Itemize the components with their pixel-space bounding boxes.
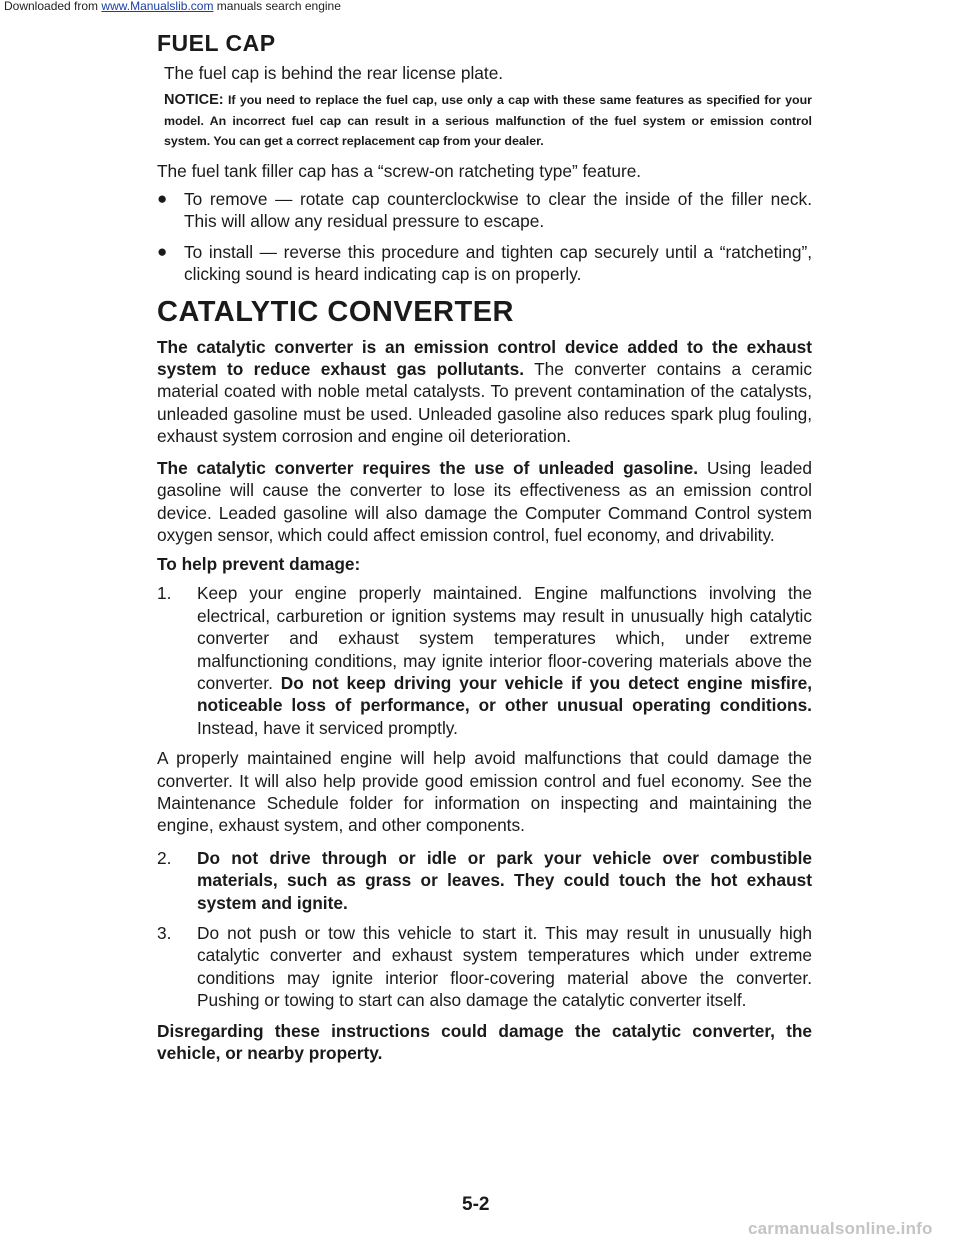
converter-p2-rest: Using leaded gasoline will cause the converter to lose its effectiveness as an emission control device. Leaded gasoline will also damage the Computer Command Control system oxygen sensor, which could affect emission control, fuel economy, and drivability.: [157, 457, 812, 545]
item-number: 1.: [157, 583, 172, 604]
manualslib-link[interactable]: www.Manualslib.com: [101, 0, 214, 13]
list-item: [157, 582, 812, 739]
bullet-icon: ●: [157, 189, 168, 209]
bullet-icon: ●: [157, 241, 168, 261]
converter-p1-bold: The catalytic converter is an emission control device added to the exhaust system to reduce exhaust gas pollutants.: [157, 336, 812, 380]
item1-text: Keep your engine properly maintained. Engine malfunctions involving the electrical, carburetion or ignition systems may result in unusually high catalytic converter and exhaust system temperatures which, under extreme malfunctioning conditions, may ignite interior floor-covering materials above the converter.: [197, 583, 812, 693]
fuel-cap-bullets: [157, 188, 812, 286]
notice-text: If you need to replace the fuel cap, use only a cap with these same features as specified for your model. An incorrect fuel cap can result in a serious malfunction of the fuel system or emission control system. You can get a correct replacement cap from your dealer.: [164, 93, 812, 149]
bullet-install-text: To install — reverse this procedure and tighten cap securely until a “ratcheting”, clicking sound is heard indicating cap is on properly.: [184, 241, 812, 285]
bullet-remove-text: To remove — rotate cap counterclockwise to clear the inside of the filler neck. This will allow any residual pressure to escape.: [184, 189, 812, 232]
fuel-cap-heading: FUEL CAP: [157, 30, 276, 56]
prevent-damage-subheading: To help prevent damage:: [157, 554, 361, 575]
page-number: 5-2: [462, 1194, 490, 1215]
list-item: [157, 241, 812, 286]
notice-label: NOTICE:: [164, 92, 224, 109]
fuel-cap-intro: The fuel cap is behind the rear license plate.: [164, 63, 504, 83]
item3-text: Do not push or tow this vehicle to start it. This may result in unusually high catalytic converter and exhaust system temperatures which under extreme conditions may ignite interior floor-covering material above the converter. Pushing or towing to start can also damage the catalytic converter itself.: [197, 923, 812, 1011]
converter-paragraph-2: [157, 457, 812, 547]
watermark-suffix: manuals search engine: [216, 0, 341, 13]
carmanuals-watermark: carmanualsonline.info: [748, 1219, 933, 1238]
download-watermark: [4, 0, 341, 13]
list-item: [157, 922, 812, 1012]
item-number: 3.: [157, 923, 172, 943]
converter-paragraph-1: [157, 336, 812, 448]
item-number: 2.: [157, 847, 172, 868]
list-item: [157, 847, 812, 914]
item1-bold: Do not keep driving your vehicle if you detect engine misfire, noticeable loss of performance, or other unusual operating conditions.: [197, 672, 812, 716]
prevent-damage-list-2: [157, 847, 812, 1012]
fuel-cap-notice: [164, 90, 812, 151]
page-content: [157, 28, 812, 1064]
item1-tail: Instead, have it serviced promptly.: [197, 717, 458, 738]
converter-p2-bold: The catalytic converter requires the use of unleaded gasoline.: [157, 457, 699, 478]
maintenance-paragraph: A properly maintained engine will help avoid malfunctions that could damage the converter. It will also help provide good emission control and fuel economy. See the Maintenance Schedule folder for information on inspecting and maintaining the engine, exhaust system, and other components.: [157, 748, 812, 836]
closing-warning: Disregarding these instructions could damage the catalytic converter, the vehicle, or nearby property.: [157, 1020, 812, 1064]
watermark-prefix: Downloaded from: [4, 0, 99, 13]
item2-text: Do not drive through or idle or park your vehicle over combustible materials, such as grass or leaves. They could touch the hot exhaust system and ignite.: [197, 847, 812, 913]
fuel-cap-feature: The fuel tank filler cap has a “screw-on ratcheting type” feature.: [157, 160, 642, 181]
list-item: [157, 188, 812, 233]
prevent-damage-list-1: [157, 582, 812, 739]
catalytic-converter-heading: CATALYTIC CONVERTER: [157, 295, 514, 328]
converter-p1-rest: The converter contains a ceramic material coated with noble metal catalysts. To prevent contamination of the catalysts, unleaded gasoline must be used. Unleaded gasoline also reduces spark plug fouling, exhaust system corrosion and engine oil deterioration.: [157, 359, 812, 447]
